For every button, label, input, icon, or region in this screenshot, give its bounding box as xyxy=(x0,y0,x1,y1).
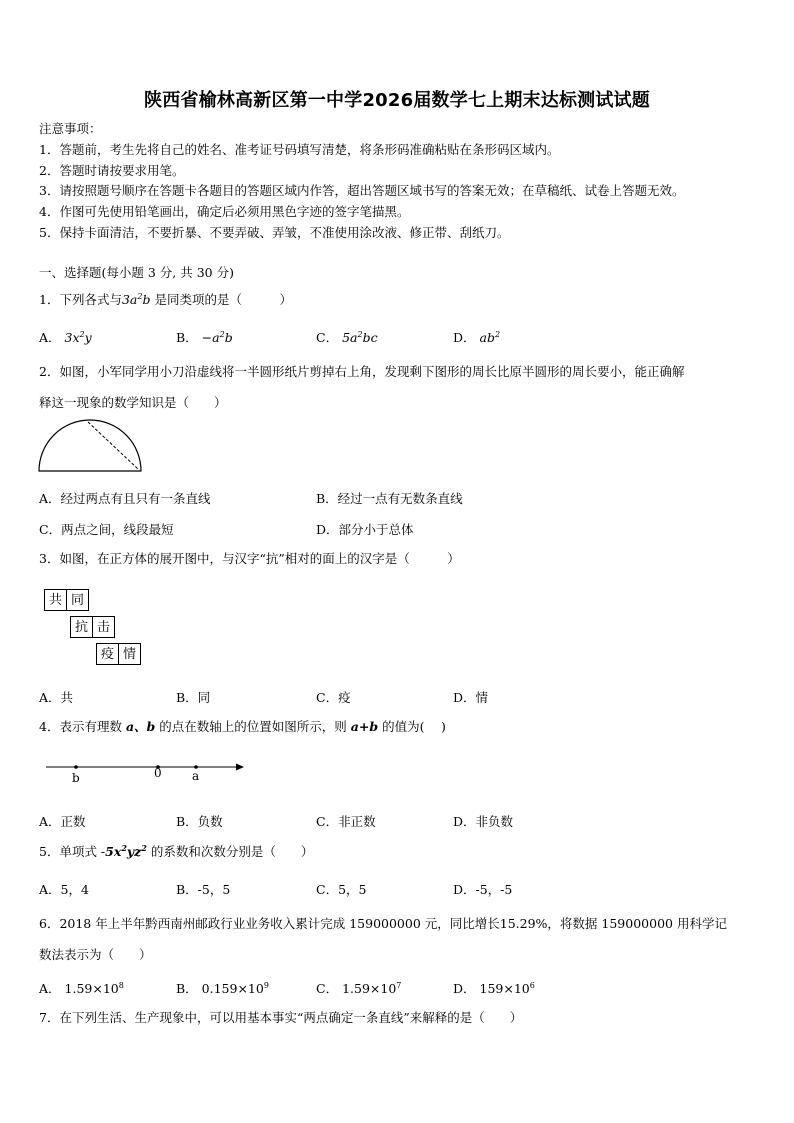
q1-option-b[interactable] xyxy=(176,328,233,346)
q3-option-a[interactable]: A．共 xyxy=(39,690,74,705)
q6-option-b[interactable] xyxy=(176,979,269,997)
q2-option-c[interactable]: C．两点之间，线段最短 xyxy=(39,522,174,537)
option-sup: 2 xyxy=(219,329,225,339)
q1-option-c[interactable] xyxy=(316,328,378,346)
q5-option-a[interactable]: A．5，4 xyxy=(39,882,89,897)
semicircle-figure xyxy=(36,418,144,476)
net-cell: 同 xyxy=(66,589,89,611)
option-exp: 9 xyxy=(263,980,269,990)
question-6-stem-cont: 数法表示为（ ） xyxy=(39,947,152,962)
section-heading: 一、选择题(每小题 3 分, 共 30 分) xyxy=(39,265,234,280)
question-4-stem xyxy=(39,719,446,735)
option-label: B． xyxy=(176,330,198,345)
option-expr: 3x xyxy=(64,330,80,345)
option-label: C． xyxy=(316,330,339,345)
option-label: C． xyxy=(316,981,339,996)
option-label: A． xyxy=(39,330,61,345)
option-base: 159×10 xyxy=(479,981,530,996)
option-tail: y xyxy=(84,330,92,345)
option-sup: 2 xyxy=(79,329,85,339)
q3-option-d[interactable]: D．情 xyxy=(453,690,489,705)
option-label: D． xyxy=(453,981,476,996)
q4-vars: a、b xyxy=(125,719,156,734)
net-cell: 共 xyxy=(44,589,67,611)
label-zero: 0 xyxy=(154,766,162,780)
q1-expr-base: 3a xyxy=(121,292,138,307)
q4-option-c[interactable]: C．非正数 xyxy=(316,814,376,829)
q1-expr-sup: 2 xyxy=(137,291,143,301)
q5-expr-base: 5x xyxy=(105,844,122,859)
option-exp: 8 xyxy=(118,980,124,990)
net-cell: 抗 xyxy=(70,616,93,638)
cut-dashed-line xyxy=(88,422,138,469)
question-2-stem-cont: 释这一现象的数学知识是（ ） xyxy=(39,395,227,410)
q5-option-b[interactable]: B．-5，5 xyxy=(176,882,231,897)
net-cell: 疫 xyxy=(96,643,119,665)
point-b xyxy=(74,765,78,769)
q1-expr-tail: b xyxy=(142,292,151,307)
q3-option-c[interactable]: C．疫 xyxy=(316,690,351,705)
option-label: D． xyxy=(453,330,476,345)
option-expr: −a xyxy=(201,330,220,345)
net-cell: 击 xyxy=(92,616,115,638)
notice-item: 1．答题前，考生先将自己的姓名、准考证号码填写清楚，将条形码准确粘贴在条形码区域内。 xyxy=(39,142,560,157)
option-tail: b xyxy=(224,330,233,345)
option-sup: 2 xyxy=(494,329,501,339)
question-6-stem: 6．2018 年上半年黔西南州邮政行业业务收入累计完成 159000000 元，同比增长15.29%，将数据 159000000 用科学记 xyxy=(39,916,727,931)
q2-option-d[interactable]: D．部分小于总体 xyxy=(316,522,414,537)
q2-option-b[interactable]: B．经过一点有无数条直线 xyxy=(316,491,463,506)
q4-option-b[interactable]: B．负数 xyxy=(176,814,223,829)
q5-option-c[interactable]: C．5，5 xyxy=(316,882,367,897)
label-b: b xyxy=(72,771,80,785)
label-a: a xyxy=(192,769,200,783)
number-line-arrow xyxy=(236,764,244,771)
q5-expr xyxy=(105,844,147,859)
q1-text-tail: 是同类项的是（ ） xyxy=(154,292,292,307)
q5-sup: 2 xyxy=(121,842,127,853)
notice-item: 2．答题时请按要求用笔。 xyxy=(39,163,185,178)
option-sup: 2 xyxy=(357,329,363,339)
notice-item: 3．请按照题号顺序在答题卡各题目的答题区域内作答，超出答题区域书写的答案无效；在草稿纸、试卷上答题无效。 xyxy=(39,183,685,198)
notice-heading: 注意事项： xyxy=(39,121,102,136)
q6-option-a[interactable] xyxy=(39,979,124,997)
q4-text-tail: 的值为( ) xyxy=(382,719,446,734)
q5-option-d[interactable]: D．-5，-5 xyxy=(453,882,513,897)
question-5-stem xyxy=(39,844,313,860)
net-cell: 情 xyxy=(118,643,141,665)
q6-option-d[interactable] xyxy=(453,979,535,997)
option-base: 1.59×10 xyxy=(64,981,119,996)
notice-item: 4．作图可先使用铅笔画出，确定后必须用黑色字迹的签字笔描黑。 xyxy=(39,204,410,219)
option-label: A． xyxy=(39,981,61,996)
option-base: 0.159×10 xyxy=(201,981,264,996)
q4-text: 4．表示有理数 xyxy=(39,719,122,734)
q6-option-c[interactable] xyxy=(316,979,401,997)
q1-expr xyxy=(122,292,151,307)
option-tail: bc xyxy=(362,330,378,345)
q1-option-d[interactable] xyxy=(453,328,500,346)
q5-expr-mid: yz xyxy=(126,844,142,859)
q2-option-a[interactable]: A．经过两点有且只有一条直线 xyxy=(39,491,211,506)
q3-option-b[interactable]: B．同 xyxy=(176,690,211,705)
question-1-stem xyxy=(39,292,292,308)
question-3-stem: 3．如图，在正方体的展开图中，与汉字“抗”相对的面上的汉字是（ ） xyxy=(39,551,460,566)
option-expr: 5a xyxy=(342,330,358,345)
semicircle-shape xyxy=(39,420,141,471)
option-exp: 6 xyxy=(529,980,535,990)
q5-sup: 2 xyxy=(141,842,147,853)
q5-text: 5．单项式 - xyxy=(39,844,106,859)
q4-text-mid: 的点在数轴上的位置如图所示，则 xyxy=(159,719,347,734)
page-title: 陕西省榆林高新区第一中学2026届数学七上期末达标测试试题 xyxy=(144,90,650,111)
question-7-stem: 7．在下列生活、生产现象中，可以用基本事实“两点确定一条直线”来解释的是（ ） xyxy=(39,1010,523,1025)
q1-option-a[interactable] xyxy=(39,328,92,346)
option-expr: ab xyxy=(479,330,495,345)
question-2-stem: 2．如图，小军同学用小刀沿虚线将一半圆形纸片剪掉右上角，发现剩下图形的周长比原半圆形的周长要小，能正确解 xyxy=(39,364,685,379)
q4-option-a[interactable]: A．正数 xyxy=(39,814,86,829)
q1-text: 1．下列各式与 xyxy=(39,292,122,307)
q5-text-tail: 的系数和次数分别是（ ） xyxy=(150,844,314,859)
option-exp: 7 xyxy=(396,980,402,990)
option-label: B． xyxy=(176,981,198,996)
notice-item: 5．保持卡面清洁，不要折暴、不要弄破、弄皱，不准使用涂改液、修正带、刮纸刀。 xyxy=(39,225,510,240)
q4-expr: a+b xyxy=(350,719,379,734)
option-base: 1.59×10 xyxy=(342,981,397,996)
q4-option-d[interactable]: D．非负数 xyxy=(453,814,514,829)
